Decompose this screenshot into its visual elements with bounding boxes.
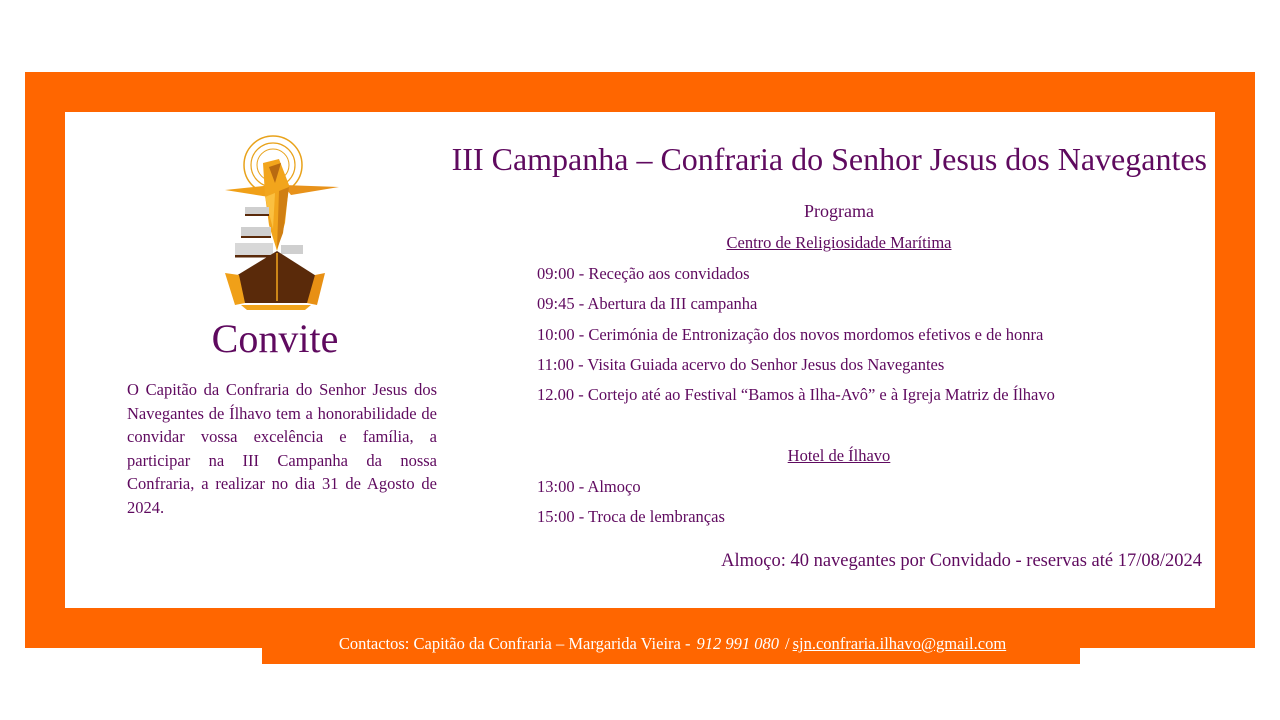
schedule-item: 12.00 - Cortejo até ao Festival “Bamos à Ilha-Avô” e à Igreja Matriz de Ílhavo [537, 385, 1055, 405]
invitation-text: O Capitão da Confraria do Senhor Jesus dos Navegantes de Ílhavo tem a honorabilidade de convidar vossa excelência e família, a participar na III Campanha da nossa Confraria, a realizar no dia 31 de Agosto de 2024. [127, 380, 437, 517]
confraria-emblem-icon [221, 133, 343, 311]
convite-heading: Convite [211, 316, 339, 361]
contacts-phone[interactable]: 912 991 080 [696, 634, 779, 653]
contacts-label: Contactos: Capitão da Confraria – Margarida Vieira - [338, 634, 691, 653]
schedule-item: 09:00 - Receção aos convidados [537, 264, 750, 283]
venue-centro-religiosidade: Centro de Religiosidade Marítima [726, 233, 952, 252]
schedule-item: 10:00 - Cerimónia de Entronização dos novos mordomos efetivos e de honra [537, 324, 1044, 344]
orange-border-frame [25, 72, 1255, 653]
invitation-paragraph [127, 378, 437, 520]
schedule-list-afternoon [537, 477, 1197, 538]
page-title: III Campanha – Confraria do Senhor Jesus dos Navegantes [451, 141, 1207, 177]
contacts-email-link[interactable]: sjn.confraria.ilhavo@gmail.com [792, 634, 1007, 653]
contacts-separator: / [784, 634, 790, 653]
venue-hotel: Hotel de Ílhavo [787, 446, 891, 465]
schedule-item: 09:45 - Abertura da III campanha [537, 294, 758, 314]
schedule-item: 13:00 - Almoço [537, 477, 641, 496]
invitation-card [65, 112, 1215, 653]
contacts-bar [262, 624, 1080, 664]
programa-label: Programa [804, 201, 874, 221]
schedule-list-morning [537, 264, 1197, 415]
schedule-item: 11:00 - Visita Guiada acervo do Senhor Jesus dos Navegantes [537, 354, 945, 374]
schedule-item: 15:00 - Troca de lembranças [537, 507, 725, 527]
lunch-reservation-note: Almoço: 40 navegantes por Convidado - reservas até 17/08/2024 [721, 551, 1202, 571]
